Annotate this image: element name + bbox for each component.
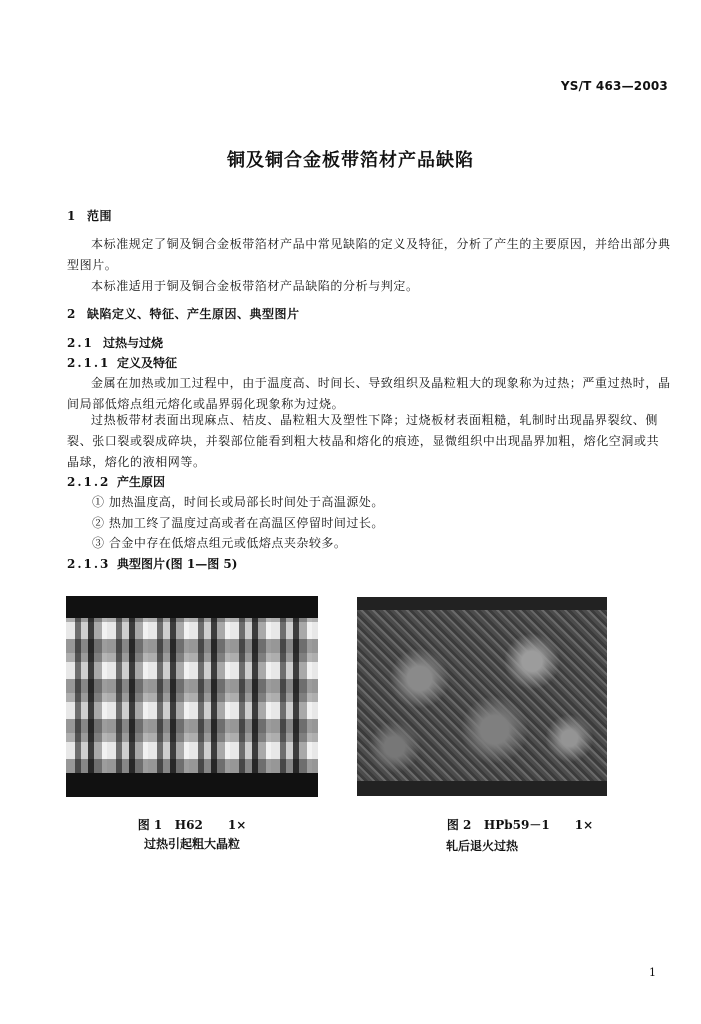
section-2-1-1-heading: [67, 354, 177, 371]
figure-2-caption: 轧后退火过热: [445, 839, 518, 853]
figure-magnification: 1×: [574, 818, 594, 832]
document-title: 铜及铜合金板带箔材产品缺陷: [227, 150, 474, 171]
section-1-heading: [67, 207, 112, 224]
section-2-1-3-heading: [67, 555, 237, 572]
figure-2-image: [357, 597, 607, 796]
figure-magnification: 1×: [227, 818, 247, 832]
section-2-1-heading: [67, 334, 163, 351]
cause-item-1: ① 加热温度高，时间长或局部长时间处于高温源处。: [92, 495, 384, 509]
page-number: 1: [649, 966, 656, 979]
figure-alloy: H62: [174, 818, 203, 832]
cause-item-3: ③ 合金中存在低熔点组元或低熔点夹杂较多。: [92, 536, 347, 550]
section-2-heading: [67, 305, 300, 322]
section-title: 过热与过烧: [103, 336, 164, 350]
section-title: 典型图片(图 1—图 5): [117, 557, 238, 571]
figure-1-caption: 过热引起粗大晶粒: [143, 837, 240, 851]
figure-1-image: [66, 596, 318, 797]
cause-item-2: ② 热加工终了温度过高或者在高温区停留时间过长。: [92, 516, 384, 530]
section-number: 1: [67, 209, 76, 223]
figure-number: 图 1: [137, 818, 163, 832]
figure-alloy: HPb59－1: [483, 818, 550, 832]
standard-code: YS/T 463—2003: [560, 79, 668, 93]
section-number: 2.1.1: [67, 356, 111, 370]
figure-number: 图 2: [446, 818, 472, 832]
section-number: 2.1: [67, 336, 94, 350]
definition-paragraph: 金属在加热或加工过程中，由于温度高、时间长、导致组织及晶粒粗大的现象称为过热；严重过热时，晶间局部低熔点组元熔化或晶界弱化现象称为过烧。: [67, 376, 671, 411]
section-number: 2.1.2: [67, 475, 111, 489]
features-paragraph: 过热板带材表面出现麻点、桔皮、晶粒粗大及塑性下降；过烧板材表面粗糙，轧制时出现晶界裂纹、侧裂、张口裂或裂成碎块，并裂部位能看到粗大枝晶和熔化的痕迹，显微组织中出现晶界加粗，熔化空洞或共晶球，熔化的液相网等。: [67, 413, 660, 469]
scope-paragraph-1: 本标准规定了铜及铜合金板带箔材产品中常见缺陷的定义及特征，分析了产生的主要原因，并给出部分典型图片。: [67, 237, 671, 272]
section-title: 产生原因: [117, 475, 166, 489]
section-title: 定义及特征: [117, 356, 178, 370]
section-number: 2.1.3: [67, 557, 111, 571]
section-title: 缺陷定义、特征、产生原因、典型图片: [87, 307, 300, 321]
figure-2-label: [405, 816, 635, 833]
figure-1-label: [66, 816, 318, 833]
section-number: 2: [67, 307, 76, 321]
scope-paragraph-2: 本标准适用于铜及铜合金板带箔材产品缺陷的分析与判定。: [91, 279, 419, 293]
section-2-1-2-heading: [67, 473, 165, 490]
section-title: 范围: [87, 209, 113, 223]
